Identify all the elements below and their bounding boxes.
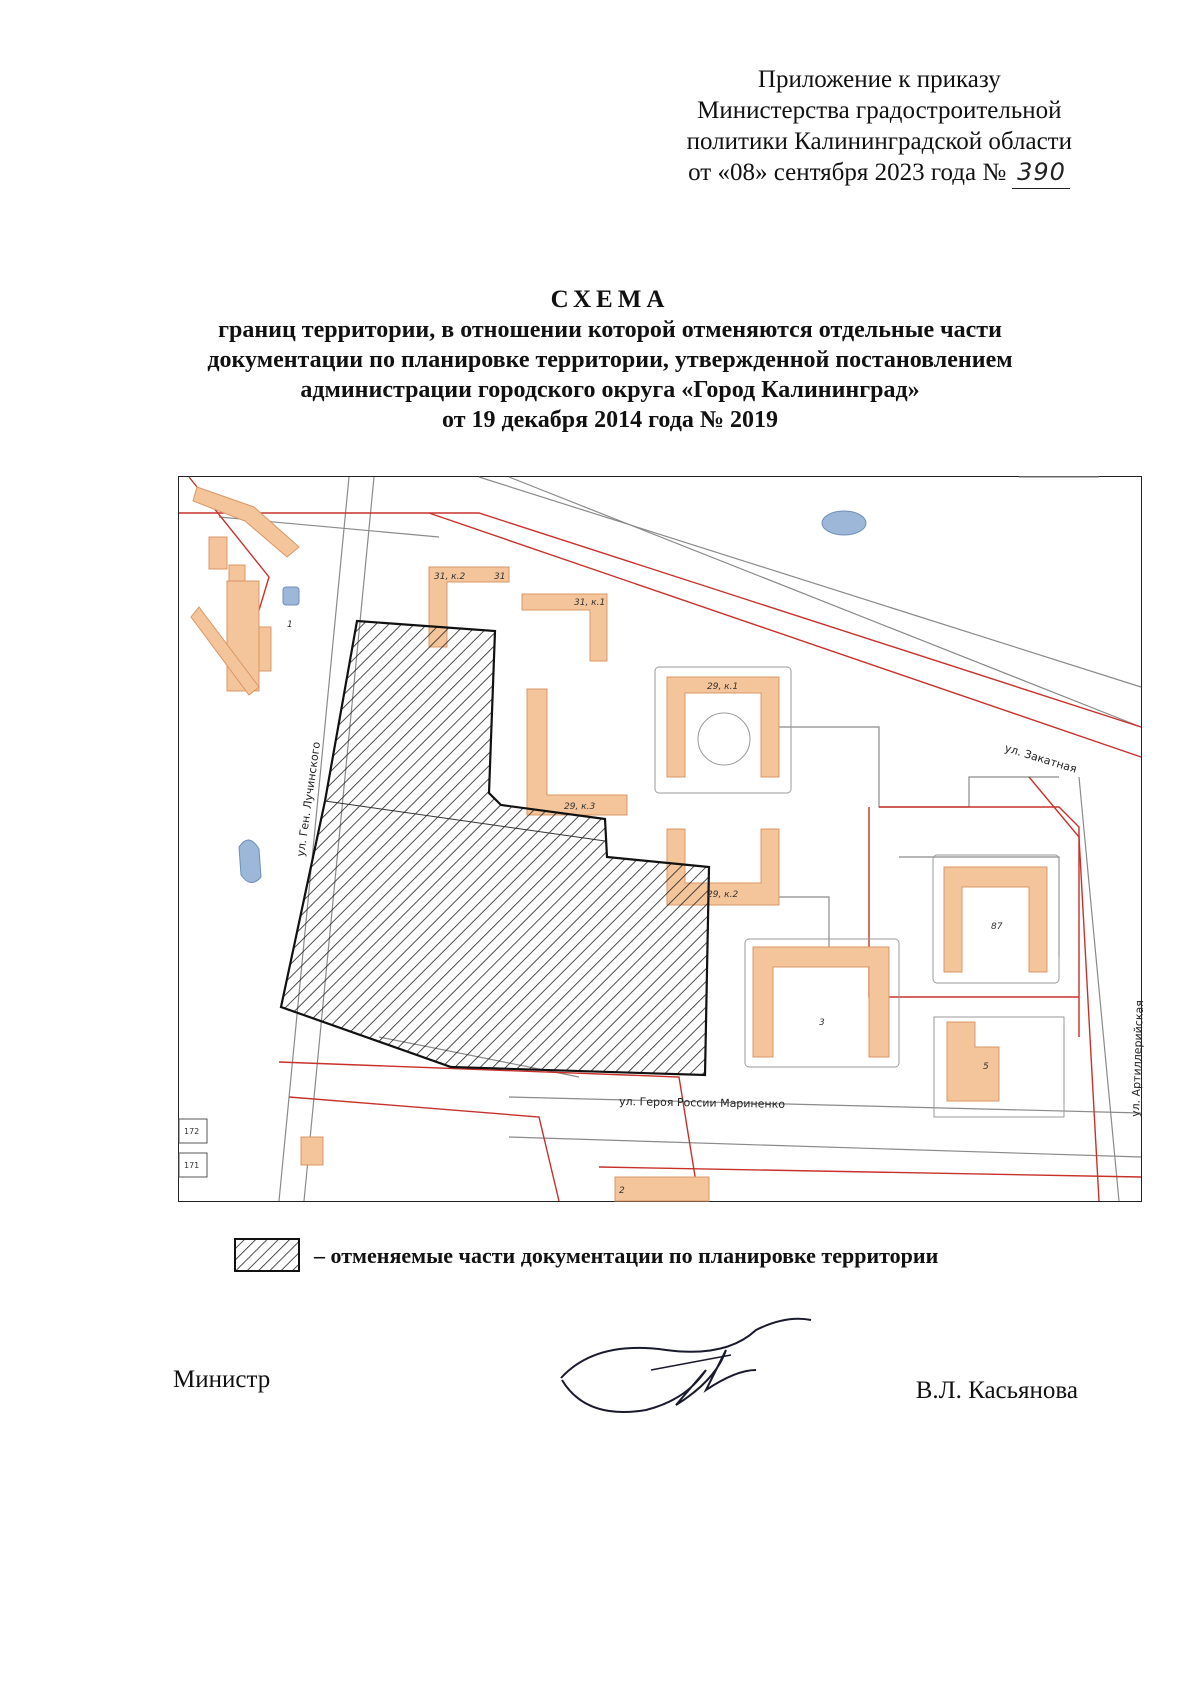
appendix-date-line: [687, 157, 1072, 189]
appendix-date: от «08» сентября 2023 года №: [688, 159, 1007, 186]
title-heading: СХЕМА: [550, 286, 670, 313]
map-svg: [179, 477, 1147, 1201]
parcel-label: 171: [184, 1161, 200, 1170]
order-number: 390: [1012, 157, 1070, 189]
document-title: [160, 285, 1060, 435]
appendix-header: [687, 64, 1072, 189]
building-label: 5: [983, 1062, 989, 1072]
building-label: 87: [991, 922, 1003, 932]
handwritten-signature: [556, 1310, 816, 1420]
cancelled-area: [281, 621, 709, 1075]
title-line: документации по планировке территории, утвержденной постановлением: [207, 347, 1013, 373]
building-label: 31: [494, 572, 506, 582]
title-line: администрации городского округа «Город Калининград»: [300, 377, 920, 403]
building-label: 2: [619, 1186, 625, 1196]
parcel-label: 172: [184, 1127, 200, 1136]
appendix-line: Приложение к приказу: [757, 66, 1001, 93]
signatory-role: Министр: [173, 1366, 271, 1393]
street-label-zakatnaya: ул. Закатная: [1003, 741, 1079, 776]
building-label: 29, к.1: [707, 682, 739, 692]
title-line: границ территории, в отношении которой отменяются отдельные части: [218, 317, 1002, 343]
street-label-luchinskogo: ул. Ген. Лучинского: [294, 740, 324, 858]
building-label: 3: [819, 1018, 825, 1028]
appendix-line: политики Калининградской области: [686, 128, 1072, 155]
street-label-marinenko: ул. Героя России Мариненко: [618, 1095, 786, 1111]
legend-hatch-swatch: [234, 1238, 300, 1272]
building-label: 29, к.2: [707, 890, 739, 900]
building-label: 31, к.1: [574, 598, 606, 608]
building-label: 1: [287, 620, 293, 630]
building-label: 31, к.2: [434, 572, 466, 582]
title-line: от 19 декабря 2014 года № 2019: [442, 407, 778, 433]
territory-map: [178, 476, 1147, 1202]
street-label-artilleriyskaya: ул. Артиллерийская: [1129, 999, 1147, 1118]
signatory-name: В.Л. Касьянова: [915, 1377, 1078, 1404]
appendix-line: Министерства градостроительной: [697, 97, 1062, 124]
legend-text: – отменяемые части документации по планировке территории: [314, 1243, 939, 1268]
building-label: 29, к.3: [564, 802, 596, 812]
